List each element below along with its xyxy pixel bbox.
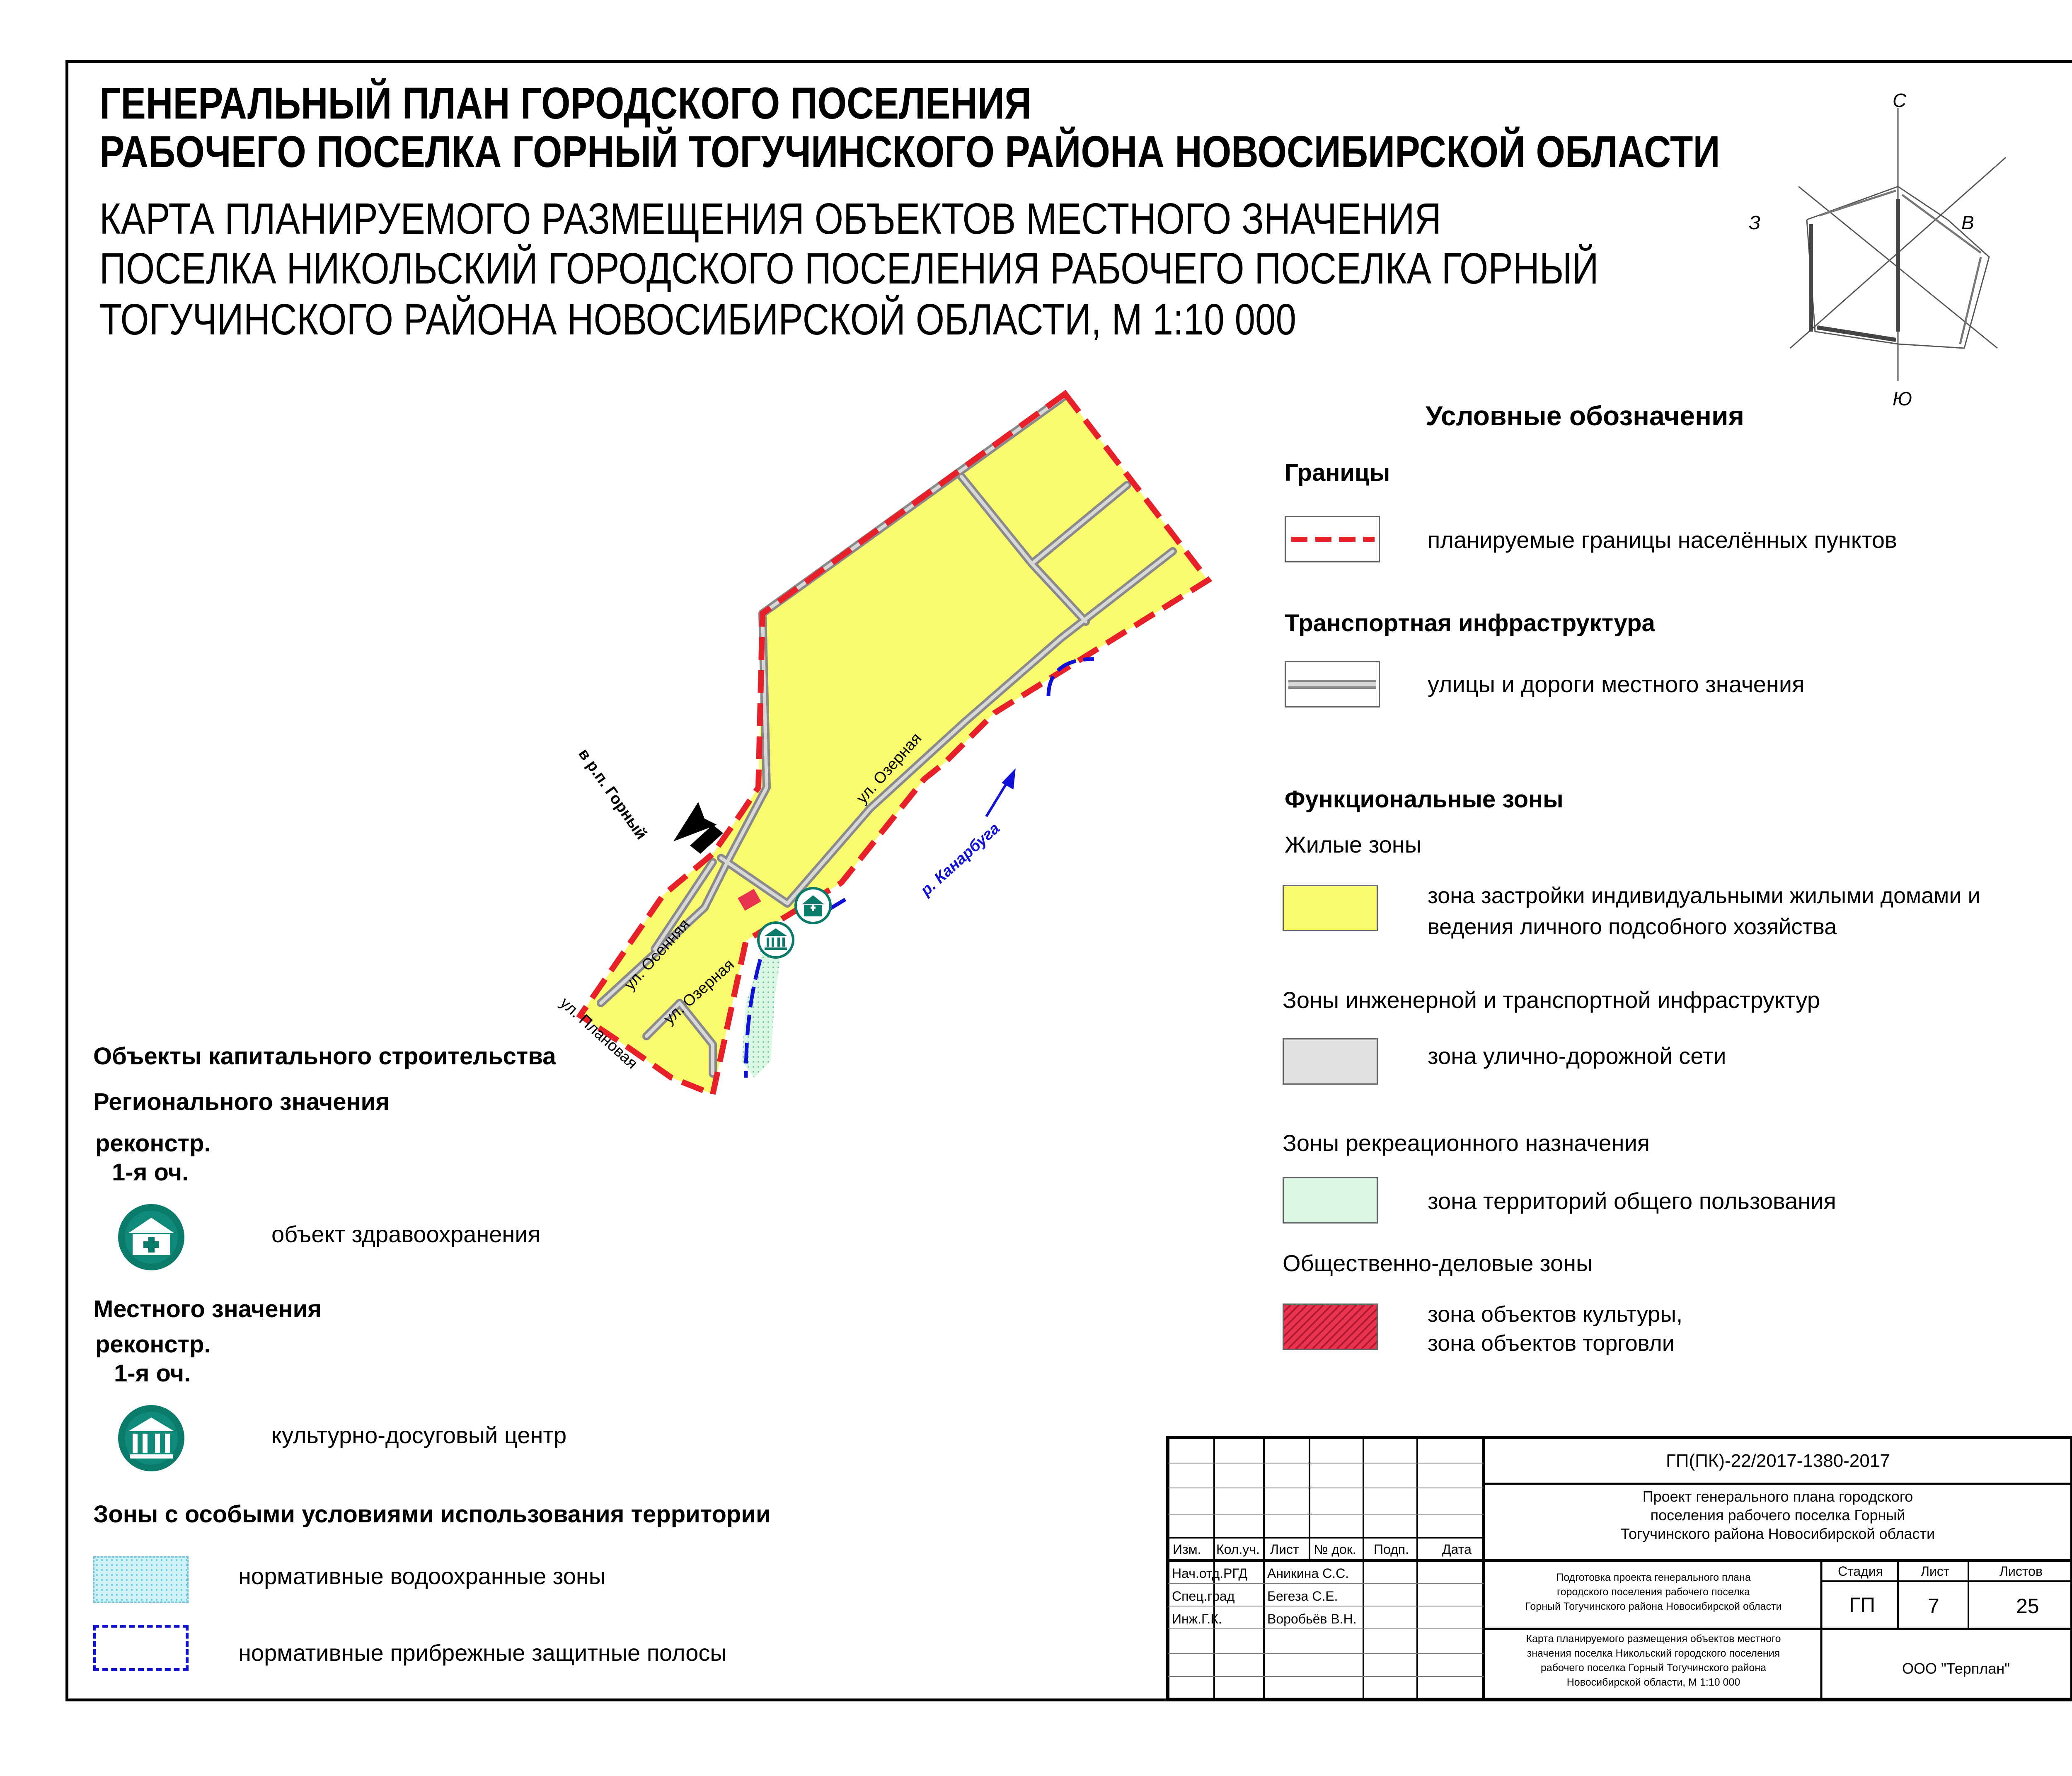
legend-residential-header: Жилые зоны [1285,831,1421,858]
legend-business-header: Общественно-деловые зоны [1283,1250,1593,1276]
legend-recon-1: реконстр. [95,1130,211,1157]
tb-name1: Аникина С.С. [1267,1566,1349,1581]
tb-map-line1: Карта планируемого размещения объектов местного [1526,1633,1781,1645]
tb-col-izm: Изм. [1173,1542,1201,1557]
legend-capital-header: Объекты капитального строительства [93,1043,556,1070]
legend-local-header: Местного значения [93,1296,322,1323]
street-item-label: зона улично-дорожной сети [1428,1043,1726,1069]
subtitle-line-1: КАРТА ПЛАНИРУЕМОГО РАЗМЕЩЕНИЯ ОБЪЕКТОВ МЕСТНОГО ЗНАЧЕНИЯ [99,194,1441,243]
tb-name2: Бегеза С.Е. [1267,1589,1338,1604]
residential-item-line2: ведения личного подсобного хозяйства [1428,914,1837,939]
culture-center-map-icon [758,923,793,957]
road-item-label: улицы и дороги местного значения [1428,671,1805,697]
tb-map-line4: Новосибирской области, М 1:10 000 [1566,1677,1740,1688]
tb-map-line2: значения поселка Никольский городского поселения [1527,1648,1780,1659]
label-street-osennyaya: ул. Осенняя [621,916,694,993]
boundary-swatch [1285,516,1380,562]
tb-prep-line2: городского поселения рабочего поселка [1557,1586,1750,1598]
compass-west: З [1749,212,1761,233]
title-line-1: ГЕНЕРАЛЬНЫЙ ПЛАН ГОРОДСКОГО ПОСЕЛЕНИЯ [99,78,1032,128]
legend-recreation-header: Зоны рекреационного назначения [1283,1130,1650,1156]
compass-east: В [1961,212,1974,233]
tb-project-line3: Тогучинского района Новосибирской области [1620,1525,1935,1542]
compass-north: С [1893,90,1907,111]
label-to-gorny: в р.п. Горный [575,745,650,843]
tb-prep-line3: Горный Тогучинского района Новосибирской области [1525,1601,1782,1612]
tb-sheet-value: 7 [1928,1594,1939,1618]
road-swatch [1285,661,1380,707]
legend-stage-2: 1-я оч. [114,1360,191,1387]
culture-center-item-label: культурно-досуговый центр [271,1422,567,1448]
tb-role2: Спец.град [1172,1589,1235,1604]
boundary-item-label: планируемые границы населённых пунктов [1428,527,1897,553]
legend-stage-1: 1-я оч. [112,1159,189,1186]
tb-col-list: Лист [1270,1542,1299,1557]
residential-swatch [1283,885,1378,931]
tb-code: ГП(ПК)-22/2017-1380-2017 [1666,1451,1890,1471]
tb-stage-value: ГП [1849,1593,1876,1616]
legend-recon-2: реконстр. [95,1331,211,1358]
tb-org: ООО "Терплан" [1902,1660,2010,1677]
subtitle-line-3: ТОГУЧИНСКОГО РАЙОНА НОВОСИБИРСКОЙ ОБЛАСТИ, М 1:10 000 [99,295,1297,344]
tb-sheets-value: 25 [2016,1594,2039,1618]
culture-center-icon [110,1403,193,1473]
title-line-2: РАБОЧЕГО ПОСЕЛКА ГОРНЫЙ ТОГУЧИНСКОГО РАЙОНА НОВОСИБИРСКОЙ ОБЛАСТИ [99,126,1720,177]
health-item-label: объект здравоохранения [271,1221,540,1247]
tb-project-line2: поселения рабочего поселка Горный [1650,1507,1905,1524]
health-object-icon [110,1202,193,1272]
compass-rose-icon [1732,83,2022,414]
label-street-planovaya: ул. Плановая [557,994,641,1073]
legend-transport-header: Транспортная инфраструктура [1285,610,1655,637]
subtitle-line-2: ПОСЕЛКА НИКОЛЬСКИЙ ГОРОДСКОГО ПОСЕЛЕНИЯ РАБОЧЕГО ПОСЕЛКА ГОРНЫЙ [99,244,1599,293]
tb-role1: Нач.отд.РГД [1172,1566,1248,1581]
settlement-map [539,373,1243,1119]
tb-sheets-label: Листов [1999,1564,2043,1579]
water-item-label: нормативные водоохранные зоны [238,1563,606,1589]
tb-col-data: Дата [1442,1542,1472,1557]
legend-boundaries-header: Границы [1285,459,1390,486]
legend-title: Условные обозначения [1426,400,1745,431]
street-zone-swatch [1283,1038,1378,1085]
public-item-label: зона территорий общего пользования [1428,1188,1836,1214]
culture-item-line2: зона объектов торговли [1428,1331,1675,1356]
tb-map-line3: рабочего поселка Горный Тогучинского района [1540,1662,1767,1674]
residential-item-line1: зона застройки индивидуальными жилыми домами и [1428,883,1980,908]
compass-south: Ю [1893,388,1912,409]
water-zone-swatch [93,1556,189,1603]
label-river: р. Канарбуга [917,819,1003,899]
label-street-ozernaya-2: ул. Озерная [660,955,738,1028]
legend-special-header: Зоны с особыми условиями использования территории [93,1501,771,1528]
public-zone-swatch [1283,1177,1378,1224]
tb-col-podp: Подп. [1374,1542,1409,1557]
health-object-map-icon [796,888,830,923]
tb-sheet-label: Лист [1921,1564,1950,1579]
tb-project-line1: Проект генерального плана городского [1642,1488,1913,1505]
legend-infra-header: Зоны инженерной и транспортной инфраструктур [1283,987,1820,1013]
legend-zones-header: Функциональные зоны [1285,786,1564,813]
culture-item-line1: зона объектов культуры, [1428,1302,1683,1327]
coastal-item-label: нормативные прибрежные защитные полосы [238,1640,727,1666]
culture-zone-swatch [1283,1304,1378,1350]
tb-prep-line1: Подготовка проекта генерального плана [1556,1572,1751,1583]
coastal-zone-swatch [93,1625,189,1671]
legend-regional-header: Регионального значения [93,1088,390,1115]
tb-name3: Воробьёв В.Н. [1267,1611,1357,1626]
tb-col-ndok: № док. [1314,1542,1356,1557]
label-street-ozernaya-1: ул. Озерная [853,729,925,807]
tb-role3: Инж.Г.К. [1172,1611,1222,1626]
tb-stage-label: Стадия [1838,1564,1883,1579]
tb-col-koluch: Кол.уч. [1216,1542,1260,1557]
